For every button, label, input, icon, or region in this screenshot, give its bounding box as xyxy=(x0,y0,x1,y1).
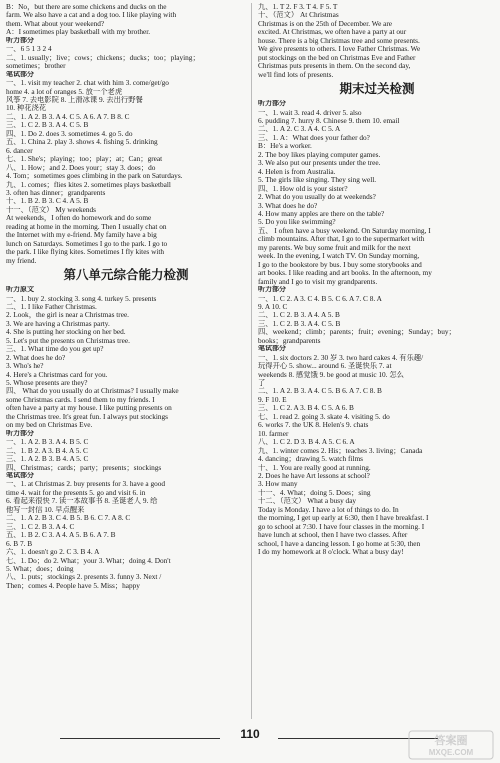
answer-line: 2. What does he do? xyxy=(6,353,66,362)
answer-line: 10. 种花浇花 xyxy=(6,104,47,113)
answer-line: the Christmas tree. It's great fun. I always put stockings xyxy=(6,412,169,421)
answer-line: 一、1. A 2. B 3. A 4. B 5. C xyxy=(6,438,89,447)
answer-line: put stockings on the bed on Christmas Eve and Father xyxy=(258,53,416,62)
answer-line: 二、1. A 2. B 3. A 4. C 5. A 6. A 7. B 8. C xyxy=(6,112,130,121)
answer-line: 3. often has dinner；grandparents xyxy=(6,188,106,197)
answer-line: climb mountains. After that, I go to the supermarket with xyxy=(258,235,425,244)
answer-line: 5. Do you like swimming? xyxy=(258,218,336,227)
answer-line: 3. How many xyxy=(258,480,298,489)
answer-line: 2. What do you usually do at weekends? xyxy=(258,193,376,202)
page-number: 110 xyxy=(240,727,260,741)
answer-line: 十一、（范文） My weekends xyxy=(6,205,96,214)
answer-line: 二、1. A 2. B 3. C 4. B 5. B 6. C 7. A 8. C xyxy=(6,514,131,523)
answer-line: We give presents to others. I love Father Christmas. We xyxy=(258,45,421,54)
answer-line: 4. Here's a Christmas card for you. xyxy=(6,370,108,379)
answer-line: 了 xyxy=(258,379,266,388)
answer-line: 一、1. six doctors 2. 30 岁 3. two hard cakes 4. 有乐趣/ xyxy=(258,353,424,362)
answer-line: 二、1. C 2. B 3. A 4. A 5. B xyxy=(258,311,340,320)
answer-line: 5. The girls like singing. They sing well. xyxy=(258,176,377,185)
answer-line: 六、1. doesn't go 2. C 3. B 4. A xyxy=(6,548,100,557)
column-divider xyxy=(251,3,252,719)
answer-line: 10. farmer xyxy=(258,429,289,438)
answer-line: 5. Let's put the presents on Christmas tree. xyxy=(6,336,130,345)
answer-line: 6. pudding 7. hurry 8. Chinese 9. them 10. email xyxy=(258,116,400,125)
subsection-label: 听力部分 xyxy=(6,429,34,437)
answer-line: 三、1. A：What does your father do? xyxy=(258,133,370,142)
answer-line: 9. F 10. E xyxy=(258,395,287,404)
answer-line: 七、1. She's；playing；too；play；at；Can；great xyxy=(6,155,163,164)
answer-line: 五、1. B 2. C 3. A 4. A 5. B 6. A 7. B xyxy=(6,531,116,540)
answer-line: reading at home in the morning. Then I usually chat on xyxy=(6,222,167,231)
answer-line: 四、1. How old is your sister? xyxy=(258,184,348,193)
answer-line: 3. What does he do? xyxy=(258,201,318,210)
answer-line: 3. We are having a Christmas party. xyxy=(6,319,110,328)
answer-line: 八、1. How；and 2. Does your；stay 3. does；do xyxy=(6,163,156,172)
answer-line: 十、（范文） At Christmas xyxy=(258,11,339,20)
answer-line: lunch on Saturdays. Sometimes I go to the park. I go to xyxy=(6,239,168,248)
answer-line: A：I sometimes play basketball with my brother. xyxy=(6,28,151,37)
answer-line: 2. Does he have Art lessons at school? xyxy=(258,472,370,481)
answer-line: have lunch at school, then I have two classes. After xyxy=(258,531,408,540)
answer-line: 5. What；does；doing xyxy=(6,565,74,573)
answer-line: 他写一封信 10. 早点醒来 xyxy=(6,505,85,514)
answer-line: 十、1. B 2. B 3. C 4. A 5. B xyxy=(6,197,89,206)
subsection-label: 听力部分 xyxy=(258,100,286,108)
answer-line: 2. Look，the girl is near a Christmas tree. xyxy=(6,311,130,320)
answer-line: 三、1. C 2. A 3. B 4. C 5. A 6. B xyxy=(258,404,354,413)
answer-line: time 4. wait for the presents 5. go and visit 6. in xyxy=(6,488,146,497)
answer-line: 6. works 7. the UK 8. Helen's 9. chats xyxy=(258,421,369,430)
answer-line: some Christmas cards. I send them to my friends. I xyxy=(6,395,155,404)
answer-line: my friend. xyxy=(6,256,37,265)
answer-line: 9. A 10. C xyxy=(258,302,288,311)
answer-line: the park. I like flying kites. Sometimes I fly kites with xyxy=(6,248,165,257)
answer-line: sometimes；brother xyxy=(6,62,66,71)
answer-line: school, I have a dancing lesson. I go home at 5:30, then xyxy=(258,539,421,548)
answer-line: 4. How many apples are there on the table? xyxy=(258,209,385,218)
right-column xyxy=(258,3,496,557)
subsection-label: 笔试部分 xyxy=(258,345,286,353)
answer-line: 二、1. usually；live；cows；chickens；ducks；too；playing； xyxy=(6,53,200,62)
answer-line: Today is Monday. I have a lot of things to do. In xyxy=(258,505,399,514)
answer-line: 三、1. What time do you get up? xyxy=(6,345,104,354)
answer-line: At weekends，I often do homework and do some xyxy=(6,214,152,223)
answer-line: 八、1. C 2. D 3. B 4. A 5. C 6. A xyxy=(258,438,355,447)
answer-line: 风筝 7. 去电影院 8. 上滑冰课 9. 去出行野餐 xyxy=(6,95,143,104)
answer-line: art books. I like reading and art books. In the afternoon, my xyxy=(258,269,432,278)
answer-line: 四、Christmas；cards；party；presents；stockings xyxy=(6,463,162,472)
answer-line: 九、1. winter comes 2. His；teaches 3. living；Canada xyxy=(258,446,423,455)
answer-line: I go to the bookstore by bus. I buy some storybooks and xyxy=(258,260,422,269)
answer-line: 一、1. C 2. A 3. C 4. B 5. C 6. A 7. C 8. A xyxy=(258,294,382,303)
answer-line: the Internet with my e-friend. My family have a big xyxy=(6,231,157,240)
answer-line: 三、1. C 2. B 3. A 4. C 5. B xyxy=(258,319,341,328)
answer-line: 3. We also put our presents under the tree. xyxy=(258,159,381,168)
left-column xyxy=(6,3,246,590)
answer-line: home 4. a lot of oranges 5. 放一个老虎 xyxy=(6,87,123,96)
answer-line: books；grandparents xyxy=(258,336,321,345)
answer-line: 三、1. C 2. B 3. A 4. C 5. B xyxy=(6,121,89,130)
answer-line: them. What about your weekend? xyxy=(6,19,105,28)
answer-line: B：He's a worker. xyxy=(258,142,312,151)
answer-line: my parents. We buy some fruit and milk for the next xyxy=(258,243,411,252)
answer-line: 一、1. buy 2. stocking 3. song 4. turkey 5. presents xyxy=(6,294,157,303)
answer-line: 四、1. Do 2. does 3. sometimes 4. go 5. do xyxy=(6,129,133,138)
answer-line: 三、1. C 2. B 3. A 4. C xyxy=(6,522,75,531)
answer-line: 2. The boy likes playing computer games. xyxy=(258,150,381,159)
answer-line: B：No，but there are some chickens and ducks on the xyxy=(6,3,167,11)
answer-line: weekends 8. 感觉饿 9. be good at music 10. 怎么 xyxy=(258,370,404,379)
answer-line: 七、1. read 2. going 3. skate 4. visiting 5. do xyxy=(258,412,390,421)
answer-line: 5. Whose presents are they? xyxy=(6,379,88,388)
answer-line: 四、weekend；climb；parents；fruit；evening；Sunday；buy； xyxy=(258,328,456,337)
answer-line: 二、1. I like Father Christmas. xyxy=(6,302,97,311)
answer-line: 四、 What do you usually do at Christmas? I usually make xyxy=(6,387,179,396)
answer-line: 五、 I often have a busy weekend. On Saturday morning, I xyxy=(258,226,431,235)
watermark-logo xyxy=(408,730,494,760)
answer-line: 6. 看起来很快 7. 读一本故事书 8. 圣诞老人 9. 给 xyxy=(6,497,158,506)
answer-line: 6. B 7. B xyxy=(6,539,33,548)
answer-line: 4. dancing；drawing 5. watch films xyxy=(258,455,363,464)
subsection-label: 听力原文 xyxy=(6,286,34,294)
subsection-label: 笔试部分 xyxy=(6,70,34,78)
answer-line: 3. Who's he? xyxy=(6,362,44,371)
answer-line: 一、1. visit my teacher 2. chat with him 3. come/get/go xyxy=(6,79,169,88)
answer-line: family and I go to visit my grandparents. xyxy=(258,277,378,286)
answer-line: 八、1. puts；stockings 2. presents 3. funny 3. Next / xyxy=(6,573,162,582)
answer-line: 九、1. comes；flies kites 2. sometimes plays basketball xyxy=(6,180,171,189)
answer-line: often have a party at my house. I like putting presents on xyxy=(6,404,172,413)
svg-text:MXQE.COM: MXQE.COM xyxy=(428,748,474,757)
answer-line: 七、1. Do；do 2. What；your 3. What；doing 4. Don't xyxy=(6,556,171,565)
answer-line: Christmas puts presents in them. On the second day, xyxy=(258,62,411,71)
subsection-label: 笔试部分 xyxy=(6,472,34,480)
answer-line: 一、1. wait 3. read 4. driver 5. also xyxy=(258,108,362,117)
answer-line: I do my homework at 8 o'clock. What a busy day! xyxy=(258,548,404,557)
answer-line: on my bed on Christmas Eve. xyxy=(6,421,93,430)
answer-line: 九、1. T 2. F 3. T 4. F 5. T xyxy=(258,3,338,11)
answer-line: the morning, I get up early at 6:30, then I have breakfast. I xyxy=(258,514,429,523)
subsection-label: 听力部分 xyxy=(258,286,286,294)
answer-line: 五、1. China 2. play 3. shows 4. fishing 5. drinking xyxy=(6,138,158,147)
answer-line: 玩得开心 5. show... around 6. 圣诞快乐 7. at xyxy=(258,362,392,371)
answer-line: farm. We also have a cat and a dog too. I like playing with xyxy=(6,11,177,20)
answer-line: 十二、（范文） What a busy day xyxy=(258,497,357,506)
answer-line: 二、1. A 2. C 3. A 4. C 5. A xyxy=(258,125,341,134)
answer-line: we'll find lots of presents. xyxy=(258,70,334,79)
answer-line: 4. She is putting her stocking on her bed. xyxy=(6,328,126,337)
section-title: 期末过关检测 xyxy=(339,82,415,97)
answer-line: 三、1. A 2. B 3. B 4. A 5. C xyxy=(6,455,89,464)
answer-line: 一、1. at Christmas 2. buy presents for 3. have a good xyxy=(6,480,166,489)
answer-line: 十、1. You are really good at running. xyxy=(258,463,371,472)
answer-line: 二、1. A 2. B 3. A 4. C 5. B 6. A 7. C 8. B xyxy=(258,387,382,396)
answer-line: week. In the evening, I watch TV. On Sunday morning, xyxy=(258,252,420,261)
answer-line: 一、6 5 1 3 2 4 xyxy=(6,45,52,54)
answer-line: 4. Tom；sometimes goes climbing in the park on Saturdays. xyxy=(6,172,183,181)
answer-line: 二、1. B 2. A 3. B 4. A 5. C xyxy=(6,446,88,455)
answer-line: go to school at 7:30. I have four classes in the morning. I xyxy=(258,522,425,531)
answer-line: Christmas is on the 25th of December. We are xyxy=(258,19,393,28)
answer-line: 6. dancer xyxy=(6,146,33,155)
answer-line: 4. Helen is from Australia. xyxy=(258,167,336,176)
answer-line: excited. At Christmas, we often have a party at our xyxy=(258,28,407,37)
answer-line: house. There is a big Christmas tree and some presents. xyxy=(258,36,420,45)
answer-line: Then；comes 4. People have 5. Miss；happy xyxy=(6,581,140,590)
subsection-label: 听力部分 xyxy=(6,36,34,44)
section-title: 第八单元综合能力检测 xyxy=(63,268,189,283)
svg-text:答案圈: 答案圈 xyxy=(434,735,468,747)
answer-line: 十一、4. What；doing 5. Does；sing xyxy=(258,488,371,497)
